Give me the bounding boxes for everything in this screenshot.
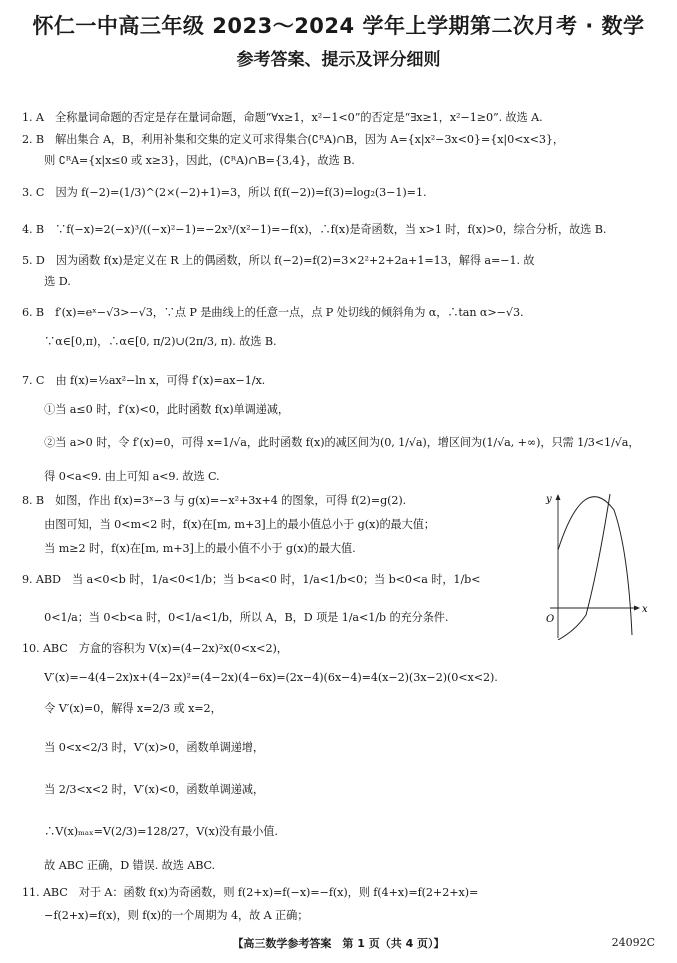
answer-line: 0<1/a；当 0<b<a 时，0<1/a<1/b，所以 A，B，D 项是 1/a<1/b 的充分条件.: [22, 611, 449, 624]
answer-line: 得 0<a<9. 由上可知 a<9. 故选 C.: [22, 470, 220, 483]
answer-line: 由图可知，当 0<m<2 时，f(x)在[m, m+3]上的最小值总小于 g(x)的最大值；: [22, 518, 435, 531]
y-axis-label: y: [546, 494, 552, 505]
answer-line: 9. ABD 当 a<0<b 时，1/a<0<1/b；当 b<a<0 时，1/a<1/b<0；当 b<0<a 时，1/b<: [22, 573, 481, 586]
answer-line: 5. D 因为函数 f(x)是定义在 R 上的偶函数，所以 f(−2)=f(2)=3×2²+2+2a+1=13，解得 a=−1. 故: [22, 254, 535, 267]
answer-line: 3. C 因为 f(−2)=(1/3)^(2×(−2)+1)=3，所以 f(f(−2))=f(3)=log₂(3−1)=1.: [22, 186, 427, 199]
answer-line: 6. B f′(x)=eˣ−√3>−√3，∵点 P 是曲线上的任意一点，点 P 处切线的倾斜角为 α，∴tan α>−√3.: [22, 306, 524, 319]
x-axis-arrow: [634, 606, 640, 611]
answer-line: 7. C 由 f(x)=½ax²−ln x，可得 f′(x)=ax−1/x.: [22, 374, 266, 387]
page-subtitle: 参考答案、提示及评分细则: [236, 50, 441, 70]
answer-line: ②当 a>0 时，令 f′(x)=0，可得 x=1/√a，此时函数 f(x)的减区间为(0, 1/√a)，增区间为(1/√a, +∞)，只需 1/3<1/√a，: [22, 436, 640, 449]
answer-line: 当 m≥2 时，f(x)在[m, m+3]上的最小值不小于 g(x)的最大值.: [22, 542, 356, 555]
answer-line: ∴V(x)ₘₐₓ=V(2/3)=128/27，V(x)没有最小值.: [22, 825, 278, 838]
answer-line: 2. B 解出集合 A，B，利用补集和交集的定义可求得集合(∁ᴿA)∩B，因为 A={x|x²−3x<0}={x|0<x<3}，: [22, 133, 565, 146]
answer-line: 10. ABC 方盒的容积为 V(x)=(4−2x)²x(0<x<2)，: [22, 642, 288, 655]
answer-line: ①当 a≤0 时，f′(x)<0，此时函数 f(x)单调递减，: [22, 403, 289, 416]
answer-line: 当 0<x<2/3 时，V′(x)>0，函数单调递增，: [22, 741, 264, 754]
origin-label: O: [546, 614, 555, 625]
page-footer: 【高三数学参考答案 第 1 页（共 4 页）】: [232, 937, 445, 950]
answer-line: 8. B 如图，作出 f(x)=3ˣ−3 与 g(x)=−x²+3x+4 的图象，可得 f(2)=g(2).: [22, 494, 407, 507]
answer-line: V′(x)=−4(4−2x)x+(4−2x)²=(4−2x)(4−6x)=(2x−4)(6x−4)=4(x−2)(3x−2)(0<x<2).: [22, 671, 498, 684]
x-axis-label: x: [642, 604, 648, 615]
answer-line: 4. B ∵f(−x)=2(−x)³/((−x)²−1)=−2x³/(x²−1)=−f(x)，∴f(x)是奇函数，当 x>1 时，f(x)>0，综合分析，故选 B.: [22, 223, 607, 236]
answer-line: 1. A 全称量词命题的否定是存在量词命题，命题“∀x≥1，x²−1<0”的否定是“∃x≥1，x²−1≥0”. 故选 A.: [22, 111, 543, 124]
answer-line: ∵α∈[0,π)，∴α∈[0, π/2)∪(2π/3, π). 故选 B.: [22, 335, 277, 348]
function-graph-figure: [536, 490, 656, 640]
answer-line: −f(2+x)=f(x)，则 f(x)的一个周期为 4，故 A 正确；: [22, 909, 309, 922]
exponential-curve-f: [558, 494, 610, 640]
answer-line: 选 D.: [22, 275, 71, 288]
answer-line: 当 2/3<x<2 时，V′(x)<0，函数单调递减，: [22, 783, 264, 796]
parabola-curve-g: [558, 497, 632, 635]
y-axis-arrow: [556, 494, 561, 500]
answer-line: 故 ABC 正确，D 错误. 故选 ABC.: [22, 859, 216, 872]
answer-line: 令 V′(x)=0，解得 x=2/3 或 x=2，: [22, 702, 222, 715]
answer-line: 则 ∁ᴿA={x|x≤0 或 x≥3}，因此，(∁ᴿA)∩B={3,4}，故选 B.: [22, 154, 355, 167]
page-title: 怀仁一中高三年级 2023～2024 学年上学期第二次月考 · 数学: [32, 14, 645, 38]
answer-line: 11. ABC 对于 A：函数 f(x)为奇函数，则 f(2+x)=f(−x)=−f(x)，则 f(4+x)=f(2+2+x)=: [22, 886, 479, 899]
document-code: 24092C: [611, 936, 655, 949]
